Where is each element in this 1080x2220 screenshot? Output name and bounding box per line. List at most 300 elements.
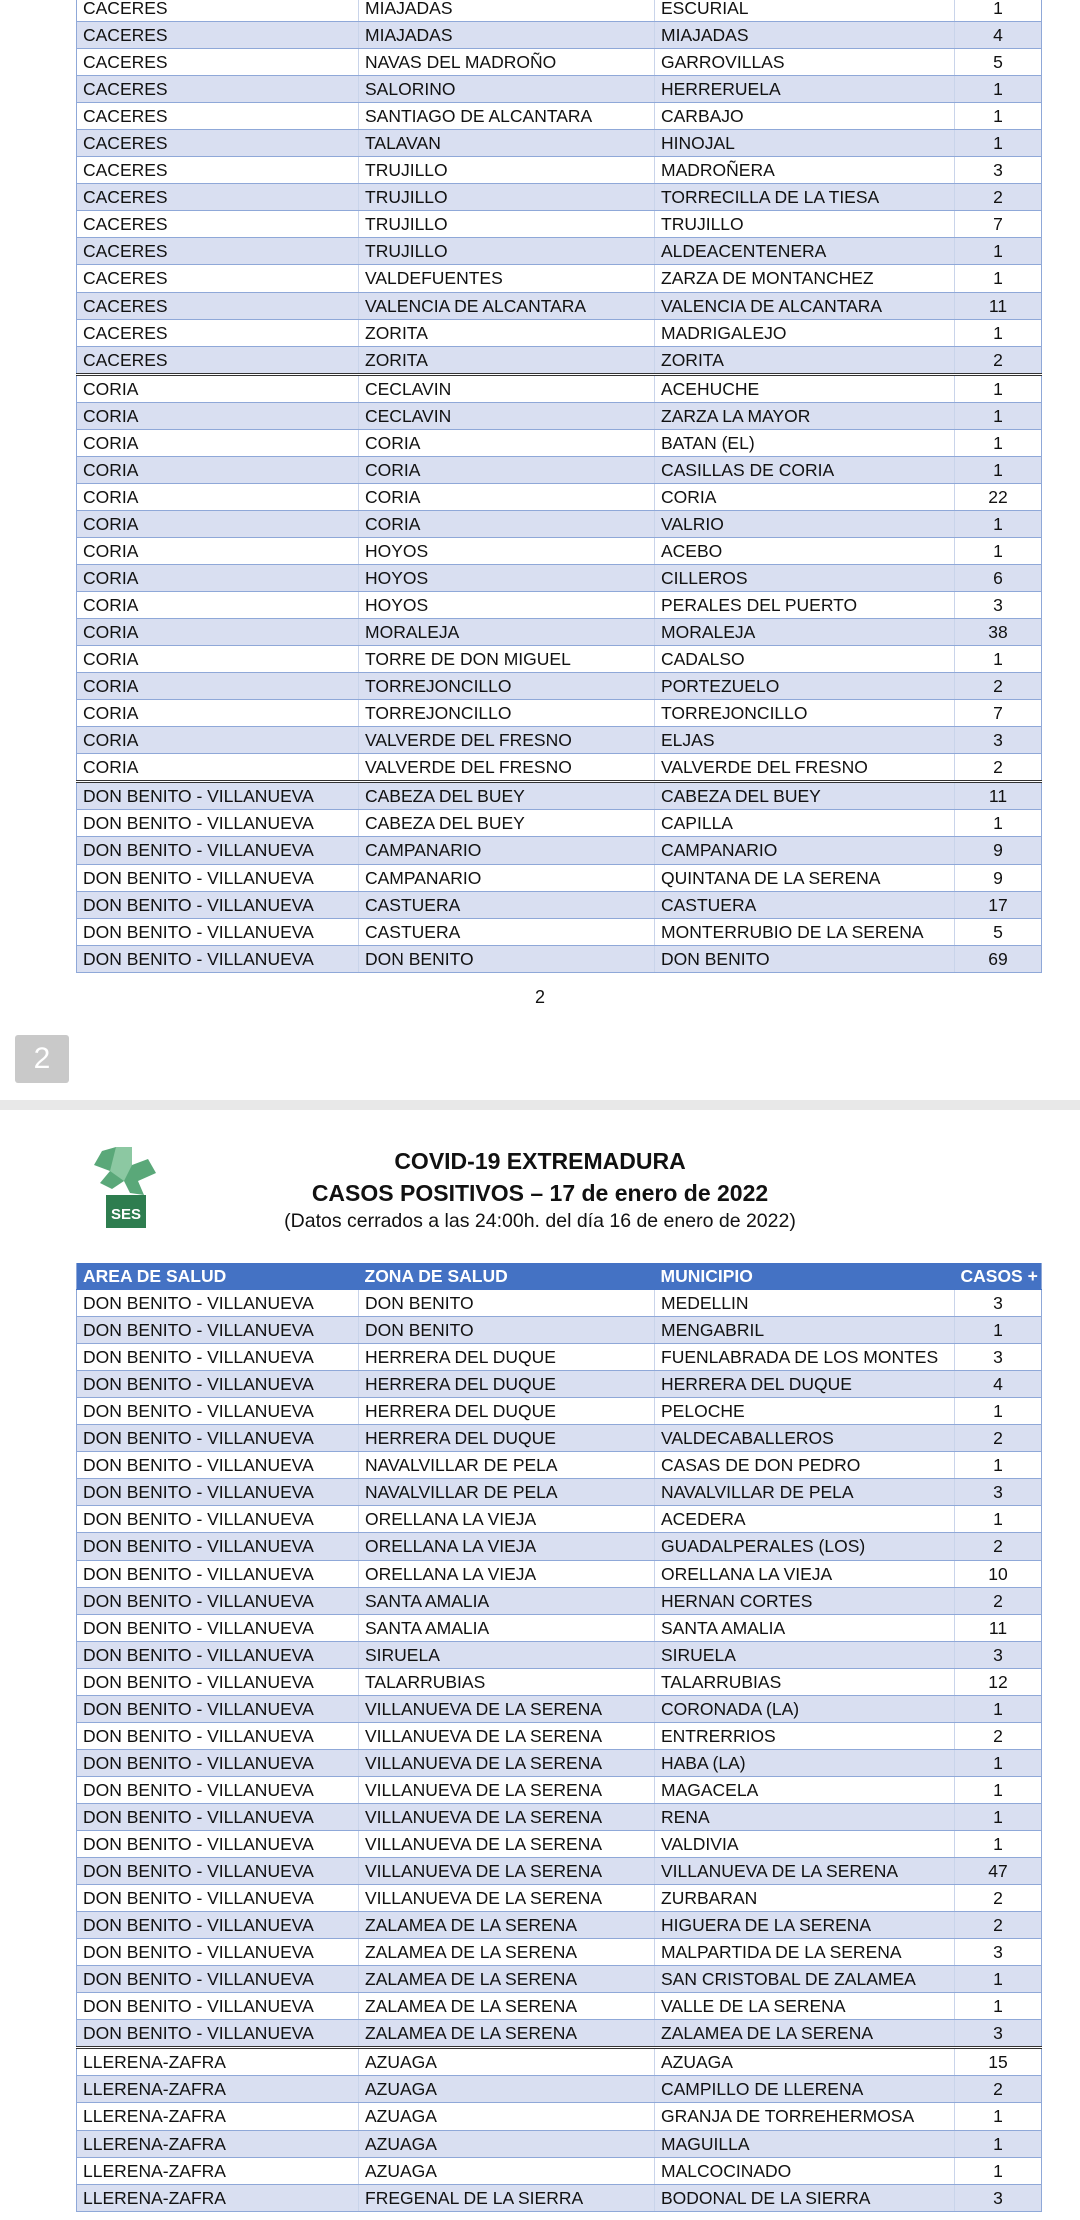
cell-area: CACERES <box>77 0 359 22</box>
cell-area: DON BENITO - VILLANUEVA <box>77 945 359 972</box>
cell-zona: CORIA <box>359 456 655 483</box>
cell-area: CORIA <box>77 592 359 619</box>
table-row <box>77 646 1042 673</box>
table-row <box>77 537 1042 564</box>
table-row <box>77 1695 1042 1722</box>
cell-zona: ORELLANA LA VIEJA <box>359 1533 655 1560</box>
cell-area: DON BENITO - VILLANUEVA <box>77 1344 359 1371</box>
cell-zona: MIAJADAS <box>359 22 655 49</box>
table-row <box>77 346 1042 374</box>
cell-municipio: TORREJONCILLO <box>655 700 955 727</box>
cell-casos: 1 <box>955 1398 1042 1425</box>
cell-casos: 3 <box>955 1939 1042 1966</box>
cell-area: LLERENA-ZAFRA <box>77 2157 359 2184</box>
table-row <box>77 1452 1042 1479</box>
cell-municipio: GUADALPERALES (LOS) <box>655 1533 955 1560</box>
cell-casos: 3 <box>955 2184 1042 2211</box>
table-row <box>77 1641 1042 1668</box>
table-row <box>77 1803 1042 1830</box>
table-row <box>77 754 1042 782</box>
cell-municipio: CILLEROS <box>655 564 955 591</box>
cell-area: CORIA <box>77 483 359 510</box>
cell-casos: 12 <box>955 1668 1042 1695</box>
cell-municipio: VILLANUEVA DE LA SERENA <box>655 1858 955 1885</box>
cell-zona: TORREJONCILLO <box>359 673 655 700</box>
table-row <box>77 1830 1042 1857</box>
cell-area: DON BENITO - VILLANUEVA <box>77 1614 359 1641</box>
page-number: 2 <box>534 987 545 1007</box>
cell-casos: 3 <box>955 592 1042 619</box>
table-row <box>77 184 1042 211</box>
column-header-municipio: MUNICIPIO <box>655 1263 955 1290</box>
cell-casos: 7 <box>955 700 1042 727</box>
cell-area: DON BENITO - VILLANUEVA <box>77 1668 359 1695</box>
cell-area: CACERES <box>77 130 359 157</box>
cell-municipio: DON BENITO <box>655 945 955 972</box>
cell-zona: ZORITA <box>359 319 655 346</box>
table-row <box>77 1425 1042 1452</box>
cell-area: LLERENA-ZAFRA <box>77 2184 359 2211</box>
cell-area: CORIA <box>77 673 359 700</box>
cell-casos: 9 <box>955 864 1042 891</box>
cell-area: DON BENITO - VILLANUEVA <box>77 1452 359 1479</box>
cell-zona: DON BENITO <box>359 945 655 972</box>
cell-area: DON BENITO - VILLANUEVA <box>77 1371 359 1398</box>
cell-area: DON BENITO - VILLANUEVA <box>77 1885 359 1912</box>
cell-zona: TORREJONCILLO <box>359 700 655 727</box>
cell-zona: NAVALVILLAR DE PELA <box>359 1479 655 1506</box>
cell-area: CORIA <box>77 619 359 646</box>
cases-table-page-2 <box>76 0 1042 973</box>
cell-casos: 1 <box>955 130 1042 157</box>
cell-zona: HOYOS <box>359 537 655 564</box>
column-header-casos: CASOS + <box>955 1263 1042 1290</box>
cell-zona: AZUAGA <box>359 2130 655 2157</box>
cell-casos: 3 <box>955 157 1042 184</box>
cell-area: DON BENITO - VILLANUEVA <box>77 1993 359 2020</box>
table-row <box>77 1776 1042 1803</box>
cell-municipio: TRUJILLO <box>655 211 955 238</box>
cell-zona: TRUJILLO <box>359 211 655 238</box>
cell-area: DON BENITO - VILLANUEVA <box>77 1803 359 1830</box>
cell-casos: 4 <box>955 22 1042 49</box>
table-row <box>77 1912 1042 1939</box>
cell-area: CACERES <box>77 346 359 374</box>
cell-municipio: CADALSO <box>655 646 955 673</box>
cell-area: DON BENITO - VILLANUEVA <box>77 918 359 945</box>
report-subtitle: CASOS POSITIVOS – 17 de enero de 2022 <box>311 1180 769 1206</box>
cell-municipio: VALLE DE LA SERENA <box>655 1993 955 2020</box>
cell-municipio: MEDELLIN <box>655 1290 955 1317</box>
cell-zona: SIRUELA <box>359 1641 655 1668</box>
cell-zona: SANTA AMALIA <box>359 1614 655 1641</box>
cell-casos: 4 <box>955 1371 1042 1398</box>
cell-zona: TALARRUBIAS <box>359 1668 655 1695</box>
cell-zona: CABEZA DEL BUEY <box>359 782 655 810</box>
cell-zona: VILLANUEVA DE LA SERENA <box>359 1830 655 1857</box>
table-row <box>77 592 1042 619</box>
cell-area: DON BENITO - VILLANUEVA <box>77 891 359 918</box>
table-row <box>77 945 1042 972</box>
cell-casos: 1 <box>955 374 1042 402</box>
cell-casos: 7 <box>955 211 1042 238</box>
cell-area: DON BENITO - VILLANUEVA <box>77 864 359 891</box>
cell-casos: 1 <box>955 510 1042 537</box>
table-row <box>77 1317 1042 1344</box>
cell-municipio: HERRERUELA <box>655 76 955 103</box>
cell-zona: TRUJILLO <box>359 184 655 211</box>
cell-area: CACERES <box>77 103 359 130</box>
cell-municipio: HINOJAL <box>655 130 955 157</box>
cell-municipio: HERRERA DEL DUQUE <box>655 1371 955 1398</box>
cell-zona: SANTA AMALIA <box>359 1587 655 1614</box>
table-row <box>77 2076 1042 2103</box>
cell-casos: 1 <box>955 456 1042 483</box>
cell-zona: TORRE DE DON MIGUEL <box>359 646 655 673</box>
cell-municipio: SANTA AMALIA <box>655 1614 955 1641</box>
cell-municipio: CARBAJO <box>655 103 955 130</box>
cell-area: LLERENA-ZAFRA <box>77 2076 359 2103</box>
column-header-area: AREA DE SALUD <box>77 1263 359 1290</box>
cell-casos: 1 <box>955 537 1042 564</box>
cell-area: DON BENITO - VILLANUEVA <box>77 1749 359 1776</box>
table-row <box>77 483 1042 510</box>
cell-zona: HERRERA DEL DUQUE <box>359 1398 655 1425</box>
cell-zona: HOYOS <box>359 592 655 619</box>
cell-casos: 1 <box>955 319 1042 346</box>
table-row <box>77 1560 1042 1587</box>
table-row <box>77 2048 1042 2076</box>
cell-municipio: SAN CRISTOBAL DE ZALAMEA <box>655 1966 955 1993</box>
cell-municipio: CASAS DE DON PEDRO <box>655 1452 955 1479</box>
table-row <box>77 1939 1042 1966</box>
cell-municipio: MONTERRUBIO DE LA SERENA <box>655 918 955 945</box>
cell-municipio: MALCOCINADO <box>655 2157 955 2184</box>
cell-zona: MIAJADAS <box>359 0 655 22</box>
cell-area: DON BENITO - VILLANUEVA <box>77 1695 359 1722</box>
table-row <box>77 103 1042 130</box>
table-row <box>77 429 1042 456</box>
table-row <box>77 619 1042 646</box>
cell-municipio: GRANJA DE TORREHERMOSA <box>655 2103 955 2130</box>
cell-zona: DON BENITO <box>359 1290 655 1317</box>
cell-area: DON BENITO - VILLANUEVA <box>77 1533 359 1560</box>
cell-area: CORIA <box>77 510 359 537</box>
cell-zona: DON BENITO <box>359 1317 655 1344</box>
cell-municipio: PORTEZUELO <box>655 673 955 700</box>
cell-casos: 1 <box>955 402 1042 429</box>
cell-area: CACERES <box>77 292 359 319</box>
report-note: (Datos cerrados a las 24:00h. del día 16 de enero de 2022) <box>284 1210 796 1232</box>
cell-municipio: CAMPILLO DE LLERENA <box>655 2076 955 2103</box>
cell-municipio: VALDECABALLEROS <box>655 1425 955 1452</box>
cell-zona: SALORINO <box>359 76 655 103</box>
table-row <box>77 1614 1042 1641</box>
cell-zona: VILLANUEVA DE LA SERENA <box>359 1722 655 1749</box>
table-row <box>77 1722 1042 1749</box>
cell-zona: AZUAGA <box>359 2048 655 2076</box>
table-row <box>77 1885 1042 1912</box>
cell-municipio: ELJAS <box>655 727 955 754</box>
cell-area: DON BENITO - VILLANUEVA <box>77 1776 359 1803</box>
cell-casos: 38 <box>955 619 1042 646</box>
table-row <box>77 564 1042 591</box>
table-row <box>77 1993 1042 2020</box>
cell-casos: 22 <box>955 483 1042 510</box>
cell-casos: 2 <box>955 1533 1042 1560</box>
cell-area: CORIA <box>77 429 359 456</box>
cell-municipio: ACEBO <box>655 537 955 564</box>
cell-zona: HERRERA DEL DUQUE <box>359 1371 655 1398</box>
table-row <box>77 319 1042 346</box>
cell-zona: HERRERA DEL DUQUE <box>359 1425 655 1452</box>
cell-area: CACERES <box>77 184 359 211</box>
cell-zona: ZALAMEA DE LA SERENA <box>359 1993 655 2020</box>
cell-casos: 1 <box>955 1830 1042 1857</box>
table-row <box>77 76 1042 103</box>
cell-municipio: CORONADA (LA) <box>655 1695 955 1722</box>
cell-area: LLERENA-ZAFRA <box>77 2048 359 2076</box>
cell-casos: 2 <box>955 1885 1042 1912</box>
cell-area: DON BENITO - VILLANUEVA <box>77 782 359 810</box>
cell-zona: CORIA <box>359 510 655 537</box>
cell-casos: 1 <box>955 2103 1042 2130</box>
table-header-row <box>77 1263 1042 1290</box>
cell-casos: 1 <box>955 810 1042 837</box>
cell-casos: 1 <box>955 238 1042 265</box>
cell-zona: VILLANUEVA DE LA SERENA <box>359 1695 655 1722</box>
table-row <box>77 1858 1042 1885</box>
cell-municipio: CASILLAS DE CORIA <box>655 456 955 483</box>
cell-casos: 1 <box>955 76 1042 103</box>
cell-zona: SANTIAGO DE ALCANTARA <box>359 103 655 130</box>
cell-area: CORIA <box>77 456 359 483</box>
table-row <box>77 1344 1042 1371</box>
cases-table-page-3 <box>76 1263 1042 2212</box>
cell-casos: 1 <box>955 646 1042 673</box>
cell-casos: 2 <box>955 184 1042 211</box>
svg-text:SES: SES <box>110 1206 142 1223</box>
cell-municipio: BODONAL DE LA SIERRA <box>655 2184 955 2211</box>
cell-casos: 5 <box>955 918 1042 945</box>
table-row <box>77 157 1042 184</box>
cell-municipio: MADROÑERA <box>655 157 955 184</box>
table-row <box>77 810 1042 837</box>
table-row <box>77 1506 1042 1533</box>
table-row <box>77 292 1042 319</box>
cell-zona: CECLAVIN <box>359 402 655 429</box>
cell-area: DON BENITO - VILLANUEVA <box>77 1479 359 1506</box>
cell-area: CACERES <box>77 49 359 76</box>
cell-area: DON BENITO - VILLANUEVA <box>77 1912 359 1939</box>
cell-area: CACERES <box>77 238 359 265</box>
cell-casos: 1 <box>955 103 1042 130</box>
table-row <box>77 1533 1042 1560</box>
table-row <box>77 1479 1042 1506</box>
cell-zona: VILLANUEVA DE LA SERENA <box>359 1749 655 1776</box>
cell-area: CORIA <box>77 564 359 591</box>
table-row <box>77 2103 1042 2130</box>
cell-area: CORIA <box>77 700 359 727</box>
cell-casos: 1 <box>955 1317 1042 1344</box>
cell-municipio: CASTUERA <box>655 891 955 918</box>
cell-casos: 1 <box>955 1695 1042 1722</box>
cell-zona: ZALAMEA DE LA SERENA <box>359 2020 655 2048</box>
cell-area: CORIA <box>77 727 359 754</box>
cell-zona: CAMPANARIO <box>359 864 655 891</box>
cell-municipio: TALARRUBIAS <box>655 1668 955 1695</box>
cell-municipio: VALDIVIA <box>655 1830 955 1857</box>
cell-municipio: VALENCIA DE ALCANTARA <box>655 292 955 319</box>
cell-municipio: VALRIO <box>655 510 955 537</box>
table-row <box>77 402 1042 429</box>
cell-area: DON BENITO - VILLANUEVA <box>77 1858 359 1885</box>
cell-casos: 2 <box>955 1722 1042 1749</box>
cell-casos: 1 <box>955 429 1042 456</box>
cell-casos: 11 <box>955 1614 1042 1641</box>
cell-municipio: ACEDERA <box>655 1506 955 1533</box>
cell-zona: NAVAS DEL MADROÑO <box>359 49 655 76</box>
cell-zona: AZUAGA <box>359 2076 655 2103</box>
cell-zona: VILLANUEVA DE LA SERENA <box>359 1885 655 1912</box>
table-row <box>77 864 1042 891</box>
cell-area: CACERES <box>77 265 359 292</box>
table-row <box>77 837 1042 864</box>
cell-municipio: SIRUELA <box>655 1641 955 1668</box>
cell-area: CORIA <box>77 754 359 782</box>
table-row <box>77 918 1042 945</box>
cell-casos: 1 <box>955 2157 1042 2184</box>
cell-municipio: FUENLABRADA DE LOS MONTES <box>655 1344 955 1371</box>
cell-municipio: MENGABRIL <box>655 1317 955 1344</box>
cell-area: LLERENA-ZAFRA <box>77 2130 359 2157</box>
table-row <box>77 238 1042 265</box>
cell-casos: 1 <box>955 1993 1042 2020</box>
table-row <box>77 0 1042 22</box>
cell-municipio: CAPILLA <box>655 810 955 837</box>
cell-zona: VILLANUEVA DE LA SERENA <box>359 1776 655 1803</box>
cell-zona: CABEZA DEL BUEY <box>359 810 655 837</box>
table-row <box>77 1398 1042 1425</box>
cell-area: DON BENITO - VILLANUEVA <box>77 1425 359 1452</box>
cell-municipio: CABEZA DEL BUEY <box>655 782 955 810</box>
cell-area: DON BENITO - VILLANUEVA <box>77 2020 359 2048</box>
cell-zona: NAVALVILLAR DE PELA <box>359 1452 655 1479</box>
table-row <box>77 49 1042 76</box>
cell-zona: TALAVAN <box>359 130 655 157</box>
cell-area: DON BENITO - VILLANUEVA <box>77 837 359 864</box>
cell-casos: 1 <box>955 1803 1042 1830</box>
table-row <box>77 700 1042 727</box>
cell-casos: 15 <box>955 2048 1042 2076</box>
column-header-zona: ZONA DE SALUD <box>359 1263 655 1290</box>
cell-zona: ORELLANA LA VIEJA <box>359 1560 655 1587</box>
table-row <box>77 22 1042 49</box>
cell-zona: AZUAGA <box>359 2157 655 2184</box>
cell-area: CORIA <box>77 374 359 402</box>
cell-area: CORIA <box>77 537 359 564</box>
cell-municipio: ORELLANA LA VIEJA <box>655 1560 955 1587</box>
cell-casos: 11 <box>955 292 1042 319</box>
cell-area: DON BENITO - VILLANUEVA <box>77 1939 359 1966</box>
table-row <box>77 1587 1042 1614</box>
cell-zona: ORELLANA LA VIEJA <box>359 1506 655 1533</box>
cell-casos: 2 <box>955 1912 1042 1939</box>
table-row <box>77 1668 1042 1695</box>
cell-area: DON BENITO - VILLANUEVA <box>77 1560 359 1587</box>
cell-zona: ZALAMEA DE LA SERENA <box>359 1939 655 1966</box>
cell-area: CACERES <box>77 157 359 184</box>
cell-zona: VILLANUEVA DE LA SERENA <box>359 1858 655 1885</box>
cell-zona: CORIA <box>359 429 655 456</box>
cell-municipio: ZALAMEA DE LA SERENA <box>655 2020 955 2048</box>
table-row <box>77 374 1042 402</box>
cell-zona: ZALAMEA DE LA SERENA <box>359 1966 655 1993</box>
table-row <box>77 456 1042 483</box>
table-row <box>77 727 1042 754</box>
table-row <box>77 1371 1042 1398</box>
cell-zona: VILLANUEVA DE LA SERENA <box>359 1803 655 1830</box>
table-row <box>77 510 1042 537</box>
cell-area: CACERES <box>77 22 359 49</box>
cell-municipio: MADRIGALEJO <box>655 319 955 346</box>
cell-casos: 1 <box>955 1749 1042 1776</box>
table-row <box>77 211 1042 238</box>
cell-area: DON BENITO - VILLANUEVA <box>77 1587 359 1614</box>
cell-municipio: ZARZA DE MONTANCHEZ <box>655 265 955 292</box>
cell-municipio: NAVALVILLAR DE PELA <box>655 1479 955 1506</box>
table-row <box>77 2184 1042 2211</box>
cell-municipio: RENA <box>655 1803 955 1830</box>
cell-area: DON BENITO - VILLANUEVA <box>77 1722 359 1749</box>
cell-casos: 1 <box>955 0 1042 22</box>
cell-municipio: BATAN (EL) <box>655 429 955 456</box>
table-row <box>77 1966 1042 1993</box>
cell-municipio: ALDEACENTENERA <box>655 238 955 265</box>
cell-casos: 3 <box>955 727 1042 754</box>
cell-zona: ZALAMEA DE LA SERENA <box>359 1912 655 1939</box>
table-row <box>77 1749 1042 1776</box>
cell-municipio: PELOCHE <box>655 1398 955 1425</box>
cell-zona: CORIA <box>359 483 655 510</box>
cell-area: DON BENITO - VILLANUEVA <box>77 1290 359 1317</box>
table-row <box>77 891 1042 918</box>
cell-zona: FREGENAL DE LA SIERRA <box>359 2184 655 2211</box>
cell-casos: 3 <box>955 1290 1042 1317</box>
cell-municipio: MORALEJA <box>655 619 955 646</box>
cell-zona: CASTUERA <box>359 918 655 945</box>
cell-casos: 10 <box>955 1560 1042 1587</box>
cell-municipio: MIAJADAS <box>655 22 955 49</box>
cell-municipio: MAGUILLA <box>655 2130 955 2157</box>
cell-zona: MORALEJA <box>359 619 655 646</box>
table-row <box>77 265 1042 292</box>
cell-zona: TRUJILLO <box>359 157 655 184</box>
cell-casos: 3 <box>955 1479 1042 1506</box>
cell-municipio: MAGACELA <box>655 1776 955 1803</box>
cell-area: CACERES <box>77 76 359 103</box>
cell-area: CACERES <box>77 211 359 238</box>
table-row <box>77 1290 1042 1317</box>
cell-area: DON BENITO - VILLANUEVA <box>77 1506 359 1533</box>
cell-area: DON BENITO - VILLANUEVA <box>77 1398 359 1425</box>
cell-area: DON BENITO - VILLANUEVA <box>77 1317 359 1344</box>
table-row <box>77 2130 1042 2157</box>
cell-casos: 69 <box>955 945 1042 972</box>
cell-zona: VALENCIA DE ALCANTARA <box>359 292 655 319</box>
cell-municipio: QUINTANA DE LA SERENA <box>655 864 955 891</box>
page-indicator-badge[interactable]: 2 <box>15 1035 69 1083</box>
